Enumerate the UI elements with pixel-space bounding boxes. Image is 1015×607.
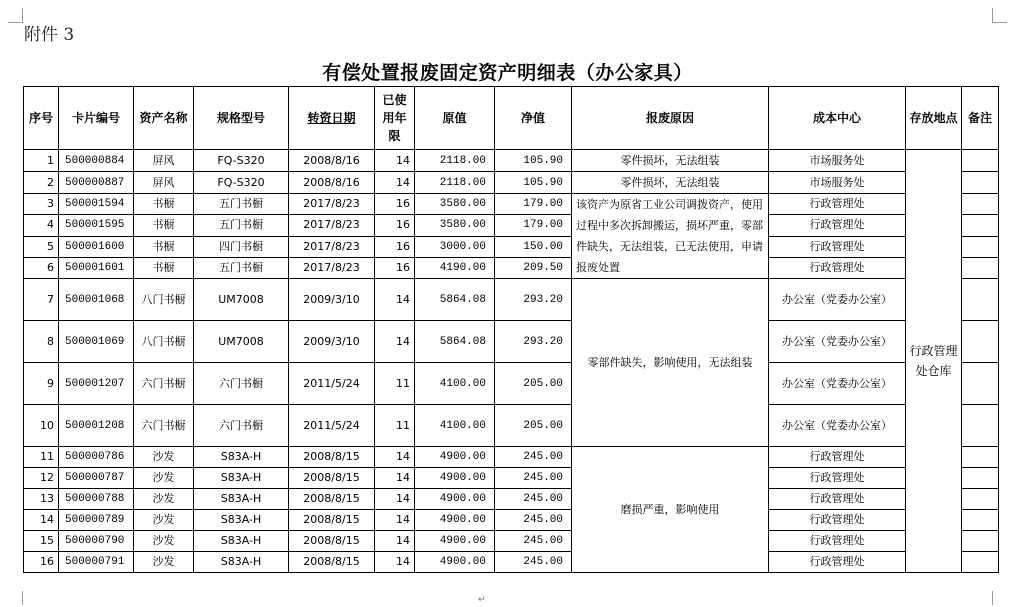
- asset-name-cell: 沙发: [134, 468, 194, 489]
- seq-cell: 15: [24, 531, 59, 552]
- reason-cell: 零件损坏，无法组装: [572, 172, 769, 194]
- asset-name-cell: 沙发: [134, 552, 194, 573]
- card-no-cell: 500000884: [59, 150, 134, 172]
- original-value-cell: 3580.00: [415, 194, 495, 215]
- original-value-cell: 3000.00: [415, 236, 495, 257]
- net-value-cell: 245.00: [495, 531, 572, 552]
- remarks-cell: [962, 363, 999, 405]
- original-value-cell: 5864.08: [415, 321, 495, 363]
- net-value-cell: 179.00: [495, 215, 572, 236]
- remarks-cell: [962, 531, 999, 552]
- original-value-cell: 2118.00: [415, 172, 495, 194]
- years-used-cell: 14: [375, 552, 415, 573]
- table-row: [24, 531, 999, 552]
- asset-name-cell: 沙发: [134, 489, 194, 510]
- years-used-cell: 14: [375, 510, 415, 531]
- reason-cell: 该资产为原省工业公司调拨资产，使用过程中多次拆卸搬运，损坏严重，零部件缺失，无法组装，已无法使用，申请报废处置: [572, 194, 769, 279]
- asset-name-cell: 沙发: [134, 510, 194, 531]
- page-break-mark: ↵: [478, 595, 486, 605]
- remarks-cell: [962, 321, 999, 363]
- model-cell: FQ-S320: [194, 172, 289, 194]
- header-net-value: 净值: [495, 87, 572, 150]
- original-value-cell: 4100.00: [415, 363, 495, 405]
- years-used-cell: 16: [375, 194, 415, 215]
- years-used-cell: 11: [375, 363, 415, 405]
- remarks-cell: [962, 194, 999, 215]
- asset-name-cell: 书橱: [134, 194, 194, 215]
- crop-mark-top-right: [992, 8, 1007, 23]
- remarks-cell: [962, 279, 999, 321]
- asset-name-cell: 书橱: [134, 215, 194, 236]
- transfer-date-cell: 2008/8/15: [289, 447, 375, 468]
- remarks-cell: [962, 405, 999, 447]
- cost-center-cell: 市场服务处: [769, 172, 906, 194]
- net-value-cell: 150.00: [495, 236, 572, 257]
- asset-name-cell: 书橱: [134, 257, 194, 278]
- table-row: [24, 257, 999, 278]
- net-value-cell: 205.00: [495, 363, 572, 405]
- seq-cell: 12: [24, 468, 59, 489]
- original-value-cell: 5864.08: [415, 279, 495, 321]
- table-row: [24, 363, 999, 405]
- remarks-cell: [962, 489, 999, 510]
- cost-center-cell: 行政管理处: [769, 194, 906, 215]
- model-cell: S83A-H: [194, 447, 289, 468]
- transfer-date-cell: 2017/8/23: [289, 194, 375, 215]
- card-no-cell: 500000788: [59, 489, 134, 510]
- remarks-cell: [962, 215, 999, 236]
- remarks-cell: [962, 468, 999, 489]
- card-no-cell: 500000887: [59, 172, 134, 194]
- document-title: 有偿处置报废固定资产明细表（办公家具）: [322, 62, 693, 84]
- table-row: [24, 279, 999, 321]
- crop-mark-top-left: [8, 8, 23, 23]
- table-row: [24, 150, 999, 172]
- table-row: [24, 236, 999, 257]
- cost-center-cell: 行政管理处: [769, 215, 906, 236]
- remarks-cell: [962, 236, 999, 257]
- card-no-cell: 500000791: [59, 552, 134, 573]
- years-used-cell: 16: [375, 215, 415, 236]
- cost-center-cell: 行政管理处: [769, 510, 906, 531]
- transfer-date-cell: 2009/3/10: [289, 321, 375, 363]
- net-value-cell: 209.50: [495, 257, 572, 278]
- table-row: [24, 405, 999, 447]
- transfer-date-cell: 2008/8/15: [289, 468, 375, 489]
- header-years-used: 已使用年限: [375, 87, 415, 150]
- reason-cell: 零件损坏，无法组装: [572, 150, 769, 172]
- header-reason: 报废原因: [572, 87, 769, 150]
- header-row: [24, 87, 999, 150]
- cost-center-cell: 行政管理处: [769, 531, 906, 552]
- net-value-cell: 105.90: [495, 172, 572, 194]
- header-location: 存放地点: [906, 87, 962, 150]
- years-used-cell: 14: [375, 279, 415, 321]
- card-no-cell: 500001600: [59, 236, 134, 257]
- years-used-cell: 14: [375, 150, 415, 172]
- model-cell: S83A-H: [194, 510, 289, 531]
- years-used-cell: 14: [375, 172, 415, 194]
- seq-cell: 11: [24, 447, 59, 468]
- reason-cell: 零部件缺失，影响使用，无法组装: [572, 279, 769, 447]
- asset-table: [23, 86, 999, 573]
- seq-cell: 10: [24, 405, 59, 447]
- seq-cell: 5: [24, 236, 59, 257]
- years-used-cell: 14: [375, 531, 415, 552]
- net-value-cell: 293.20: [495, 279, 572, 321]
- reason-cell: 磨损严重，影响使用: [572, 447, 769, 573]
- header-original-value: 原值: [415, 87, 495, 150]
- card-no-cell: 500000790: [59, 531, 134, 552]
- remarks-cell: [962, 257, 999, 278]
- card-no-cell: 500001594: [59, 194, 134, 215]
- original-value-cell: 4900.00: [415, 489, 495, 510]
- seq-cell: 3: [24, 194, 59, 215]
- cost-center-cell: 办公室（党委办公室）: [769, 279, 906, 321]
- model-cell: 五门书橱: [194, 257, 289, 278]
- seq-cell: 13: [24, 489, 59, 510]
- transfer-date-cell: 2011/5/24: [289, 405, 375, 447]
- card-no-cell: 500001207: [59, 363, 134, 405]
- model-cell: 五门书橱: [194, 215, 289, 236]
- transfer-date-cell: 2008/8/16: [289, 172, 375, 194]
- cost-center-cell: 办公室（党委办公室）: [769, 363, 906, 405]
- asset-name-cell: 沙发: [134, 531, 194, 552]
- remarks-cell: [962, 510, 999, 531]
- years-used-cell: 16: [375, 257, 415, 278]
- seq-cell: 2: [24, 172, 59, 194]
- header-seq: 序号: [24, 87, 59, 150]
- table-row: [24, 468, 999, 489]
- seq-cell: 4: [24, 215, 59, 236]
- original-value-cell: 4900.00: [415, 447, 495, 468]
- model-cell: FQ-S320: [194, 150, 289, 172]
- remarks-cell: [962, 447, 999, 468]
- seq-cell: 1: [24, 150, 59, 172]
- transfer-date-cell: 2017/8/23: [289, 215, 375, 236]
- years-used-cell: 14: [375, 321, 415, 363]
- asset-name-cell: 沙发: [134, 447, 194, 468]
- asset-name-cell: 六门书橱: [134, 363, 194, 405]
- card-no-cell: 500001069: [59, 321, 134, 363]
- asset-name-cell: 八门书橱: [134, 279, 194, 321]
- original-value-cell: 4900.00: [415, 552, 495, 573]
- model-cell: 四门书橱: [194, 236, 289, 257]
- cost-center-cell: 行政管理处: [769, 257, 906, 278]
- years-used-cell: 11: [375, 405, 415, 447]
- header-card-no: 卡片编号: [59, 87, 134, 150]
- asset-name-cell: 八门书橱: [134, 321, 194, 363]
- table-row: [24, 447, 999, 468]
- net-value-cell: 245.00: [495, 489, 572, 510]
- card-no-cell: 500001601: [59, 257, 134, 278]
- seq-cell: 8: [24, 321, 59, 363]
- remarks-cell: [962, 150, 999, 172]
- model-cell: S83A-H: [194, 531, 289, 552]
- net-value-cell: 179.00: [495, 194, 572, 215]
- header-transfer-date: 转资日期: [289, 87, 375, 150]
- transfer-date-cell: 2011/5/24: [289, 363, 375, 405]
- model-cell: S83A-H: [194, 468, 289, 489]
- transfer-date-cell: 2009/3/10: [289, 279, 375, 321]
- seq-cell: 16: [24, 552, 59, 573]
- years-used-cell: 14: [375, 489, 415, 510]
- attachment-label: 附件 3: [24, 25, 75, 45]
- table-row: [24, 489, 999, 510]
- table-row: [24, 172, 999, 194]
- net-value-cell: 245.00: [495, 552, 572, 573]
- header-model: 规格型号: [194, 87, 289, 150]
- card-no-cell: 500001595: [59, 215, 134, 236]
- years-used-cell: 16: [375, 236, 415, 257]
- net-value-cell: 245.00: [495, 510, 572, 531]
- model-cell: 六门书橱: [194, 405, 289, 447]
- original-value-cell: 4900.00: [415, 468, 495, 489]
- model-cell: S83A-H: [194, 552, 289, 573]
- table-row: [24, 510, 999, 531]
- original-value-cell: 4190.00: [415, 257, 495, 278]
- transfer-date-cell: 2008/8/15: [289, 489, 375, 510]
- location-cell: 行政管理处仓库: [906, 150, 962, 573]
- transfer-date-cell: 2008/8/15: [289, 552, 375, 573]
- years-used-cell: 14: [375, 447, 415, 468]
- cost-center-cell: 行政管理处: [769, 447, 906, 468]
- cost-center-cell: 行政管理处: [769, 489, 906, 510]
- years-used-cell: 14: [375, 468, 415, 489]
- table-row: [24, 552, 999, 573]
- header-remarks: 备注: [962, 87, 999, 150]
- transfer-date-cell: 2017/8/23: [289, 257, 375, 278]
- transfer-date-cell: 2008/8/15: [289, 510, 375, 531]
- crop-mark-bottom-right: [992, 591, 1007, 605]
- cost-center-cell: 市场服务处: [769, 150, 906, 172]
- table-row: [24, 215, 999, 236]
- transfer-date-cell: 2008/8/15: [289, 531, 375, 552]
- model-cell: S83A-H: [194, 489, 289, 510]
- net-value-cell: 293.20: [495, 321, 572, 363]
- asset-name-cell: 屏风: [134, 172, 194, 194]
- model-cell: UM7008: [194, 321, 289, 363]
- card-no-cell: 500001208: [59, 405, 134, 447]
- header-asset-name: 资产名称: [134, 87, 194, 150]
- card-no-cell: 500001068: [59, 279, 134, 321]
- transfer-date-cell: 2008/8/16: [289, 150, 375, 172]
- net-value-cell: 105.90: [495, 150, 572, 172]
- net-value-cell: 205.00: [495, 405, 572, 447]
- cost-center-cell: 办公室（党委办公室）: [769, 405, 906, 447]
- seq-cell: 14: [24, 510, 59, 531]
- cost-center-cell: 行政管理处: [769, 468, 906, 489]
- asset-name-cell: 六门书橱: [134, 405, 194, 447]
- model-cell: 五门书橱: [194, 194, 289, 215]
- net-value-cell: 245.00: [495, 447, 572, 468]
- model-cell: UM7008: [194, 279, 289, 321]
- cost-center-cell: 行政管理处: [769, 236, 906, 257]
- original-value-cell: 4900.00: [415, 531, 495, 552]
- net-value-cell: 245.00: [495, 468, 572, 489]
- asset-name-cell: 书橱: [134, 236, 194, 257]
- crop-mark-bottom-left: [8, 591, 23, 605]
- cost-center-cell: 办公室（党委办公室）: [769, 321, 906, 363]
- card-no-cell: 500000787: [59, 468, 134, 489]
- original-value-cell: 4100.00: [415, 405, 495, 447]
- original-value-cell: 3580.00: [415, 215, 495, 236]
- cost-center-cell: 行政管理处: [769, 552, 906, 573]
- original-value-cell: 2118.00: [415, 150, 495, 172]
- original-value-cell: 4900.00: [415, 510, 495, 531]
- card-no-cell: 500000786: [59, 447, 134, 468]
- seq-cell: 9: [24, 363, 59, 405]
- header-cost-center: 成本中心: [769, 87, 906, 150]
- seq-cell: 6: [24, 257, 59, 278]
- seq-cell: 7: [24, 279, 59, 321]
- table-row: [24, 321, 999, 363]
- transfer-date-cell: 2017/8/23: [289, 236, 375, 257]
- card-no-cell: 500000789: [59, 510, 134, 531]
- remarks-cell: [962, 552, 999, 573]
- asset-name-cell: 屏风: [134, 150, 194, 172]
- table-row: [24, 194, 999, 215]
- remarks-cell: [962, 172, 999, 194]
- model-cell: 六门书橱: [194, 363, 289, 405]
